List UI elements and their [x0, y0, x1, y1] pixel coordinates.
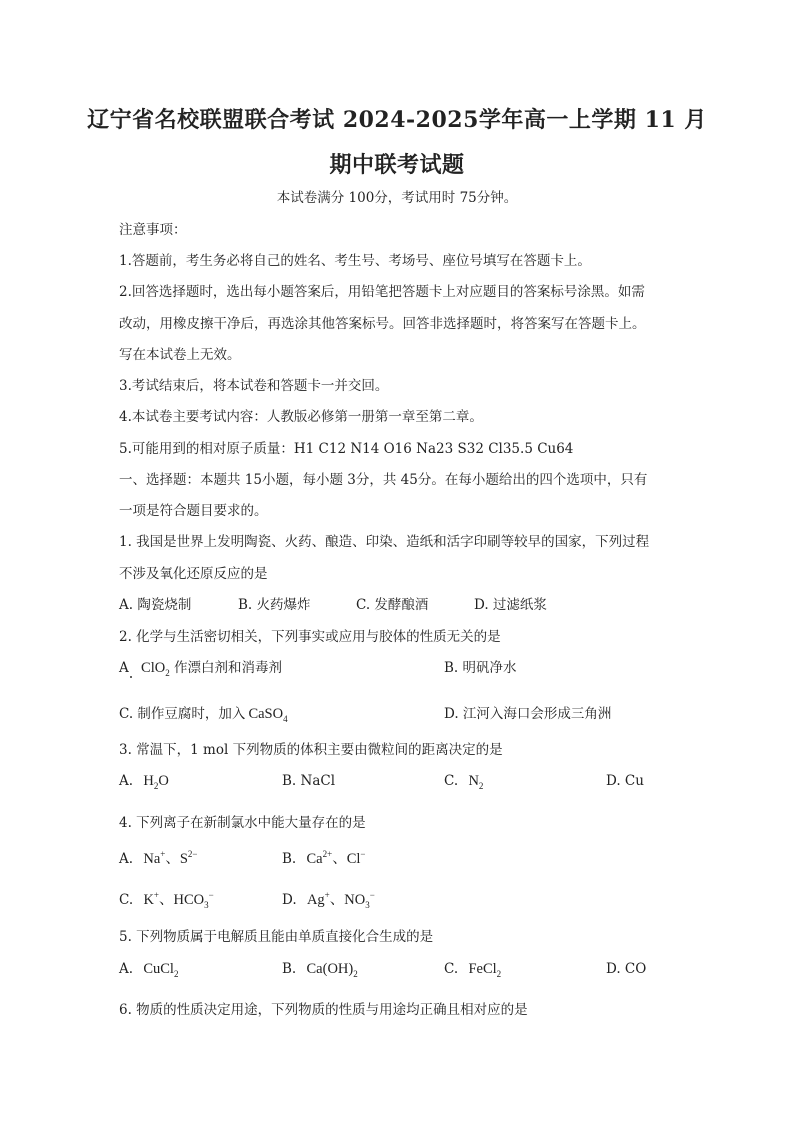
q4-b-separator: 、 — [332, 851, 347, 867]
q2-option-a — [119, 656, 282, 678]
q2-option-c-text: C. 制作豆腐时，加入 — [119, 706, 246, 722]
q4-d-ion1-charge: + — [324, 890, 330, 901]
q3-c-subscript: 2 — [478, 780, 484, 791]
q4-b-ion2-charge: − — [360, 849, 366, 860]
q5-option-c — [444, 961, 501, 979]
q3-option-a — [119, 773, 169, 791]
q5-a-formula: CuCl — [143, 961, 174, 977]
q5-option-c-label: C. — [444, 961, 459, 977]
q4-d-separator: 、 — [329, 892, 345, 908]
q4-a-ion1-charge: + — [160, 849, 166, 860]
q5-stem: 5. 下列物质属于电解质且能由单质直接化合生成的是 — [119, 929, 434, 945]
q3-option-c — [444, 773, 483, 791]
q5-a-subscript: 2 — [173, 968, 179, 979]
q4-a-ion2-charge: 2− — [187, 849, 198, 860]
q5-option-a-label: A. — [119, 961, 134, 977]
note-2-line2: 改动，用橡皮擦干净后，再选涂其他答案标号。回答非选择题时，将答案写在答题卡上。 — [119, 316, 646, 332]
q4-option-c — [119, 888, 214, 910]
stray-dot-mark — [130, 676, 132, 678]
note-2-line3: 写在本试卷上无效。 — [119, 347, 241, 363]
q5-b-subscript: 2 — [353, 968, 358, 979]
note-2-line1: 2.回答选择题时，选出每小题答案后，用铅笔把答题卡上对应题目的答案标号涂黑。如需 — [119, 284, 645, 300]
q4-option-d-label: D. — [282, 892, 297, 908]
notes-heading: 注意事项： — [119, 222, 187, 238]
exam-title-line2: 期中联考试题 — [329, 152, 465, 178]
q1-option-c: C. 发酵酿酒 — [356, 597, 429, 613]
note-3: 3.考试结束后，将本试卷和答题卡一并交回。 — [119, 378, 389, 394]
q4-c-ion2-subscript: 3 — [204, 899, 209, 910]
q5-option-d: D. CO — [606, 961, 647, 977]
q4-a-separator: 、 — [165, 851, 180, 867]
q4-c-ion1: K — [143, 892, 154, 908]
q4-option-d — [282, 888, 375, 910]
q4-option-b — [282, 847, 365, 868]
section1-instructions-line2: 一项是符合题目要求的。 — [119, 503, 268, 519]
q5-option-b — [282, 961, 358, 979]
section1-instructions-line1: 一、选择题：本题共 15小题，每小题 3分，共 45分。在每小题给出的四个选项中，只有 — [119, 472, 648, 488]
q2-option-a-label: A — [119, 660, 129, 676]
q4-a-ion2: S — [179, 851, 188, 867]
q5-c-subscript: 2 — [496, 968, 502, 979]
q5-option-b-label: B. — [282, 961, 297, 977]
q1-option-a: A. 陶瓷烧制 — [119, 597, 192, 613]
q2-a-subscript: 2 — [165, 667, 170, 678]
q3-option-d: D. Cu — [606, 773, 644, 789]
q1-option-d: D. 过滤纸浆 — [474, 597, 547, 613]
note-1: 1.答题前，考生务必将自己的姓名、考生号、考场号、座位号填写在答题卡上。 — [119, 253, 591, 269]
q2-a-formula: ClO — [141, 660, 166, 676]
q2-option-a-text: 作漂白剂和消毒剂 — [174, 660, 283, 676]
q2-c-subscript: 4 — [283, 713, 288, 724]
q4-option-b-label: B. — [282, 851, 297, 867]
q4-option-a-label: A. — [119, 851, 134, 867]
q2-stem: 2. 化学与生活密切相关，下列事实或应用与胶体的性质无关的是 — [119, 629, 501, 645]
q4-c-ion2: HCO — [173, 892, 205, 908]
q4-b-ion2: Cl — [346, 851, 361, 867]
q2-option-d: D. 江河入海口会形成三角洲 — [444, 706, 612, 722]
q2-option-b: B. 明矾净水 — [444, 660, 517, 676]
q4-c-ion1-charge: + — [153, 890, 159, 901]
q4-d-ion2-subscript: 3 — [365, 899, 370, 910]
q3-option-c-label: C. — [444, 773, 459, 789]
q4-d-ion2: NO — [344, 892, 366, 908]
q1-stem-line2: 不涉及氧化还原反应的是 — [119, 566, 268, 582]
q2-option-c — [119, 702, 288, 724]
q5-c-formula: FeCl — [468, 961, 497, 977]
exam-subtitle: 本试卷满分 100分，考试用时 75分钟。 — [276, 190, 518, 206]
q4-b-ion1: Ca — [306, 851, 323, 867]
q5-option-a — [119, 961, 178, 979]
q4-d-ion2-charge: − — [369, 890, 375, 901]
q3-option-b: B. NaCl — [282, 773, 336, 789]
q4-option-a — [119, 847, 198, 868]
q6-stem: 6. 物质的性质决定用途，下列物质的性质与用途均正确且相对应的是 — [119, 1002, 528, 1018]
note-5: 5.可能用到的相对原子质量：H1 C12 N14 O16 Na23 S32 Cl35.5 Cu64 — [119, 441, 574, 457]
q4-c-ion2-charge: − — [208, 890, 214, 901]
q4-b-ion1-charge: 2+ — [322, 849, 333, 860]
note-4: 4.本试卷主要考试内容：人教版必修第一册第一章至第二章。 — [119, 409, 483, 425]
q1-stem-line1: 1. 我国是世界上发明陶瓷、火药、酿造、印染、造纸和活字印刷等较早的国家，下列过程 — [119, 534, 650, 550]
q3-option-a-label: A. — [119, 773, 134, 789]
q4-option-c-label: C. — [119, 892, 134, 908]
q3-a-formula-part2: O — [158, 773, 169, 789]
q3-a-subscript: 2 — [153, 780, 159, 791]
q3-a-formula-part1: H — [143, 773, 154, 789]
q4-d-ion1: Ag — [306, 892, 325, 908]
q4-stem: 4. 下列离子在新制氯水中能大量存在的是 — [119, 815, 366, 831]
exam-title-line1: 辽宁省名校联盟联合考试 2024-2025学年高一上学期 11 月 — [87, 107, 707, 133]
q5-b-formula-part1: Ca — [306, 961, 323, 977]
q1-option-b: B. 火药爆炸 — [238, 597, 311, 613]
q3-c-formula: N — [468, 773, 479, 789]
q3-stem: 3. 常温下，1 mol 下列物质的体积主要由微粒间的距离决定的是 — [119, 742, 503, 758]
q2-c-formula: CaSO — [248, 706, 284, 722]
q4-a-ion1: Na — [143, 851, 161, 867]
q5-b-formula-part2: (OH) — [322, 961, 354, 977]
q4-c-separator: 、 — [159, 892, 174, 908]
